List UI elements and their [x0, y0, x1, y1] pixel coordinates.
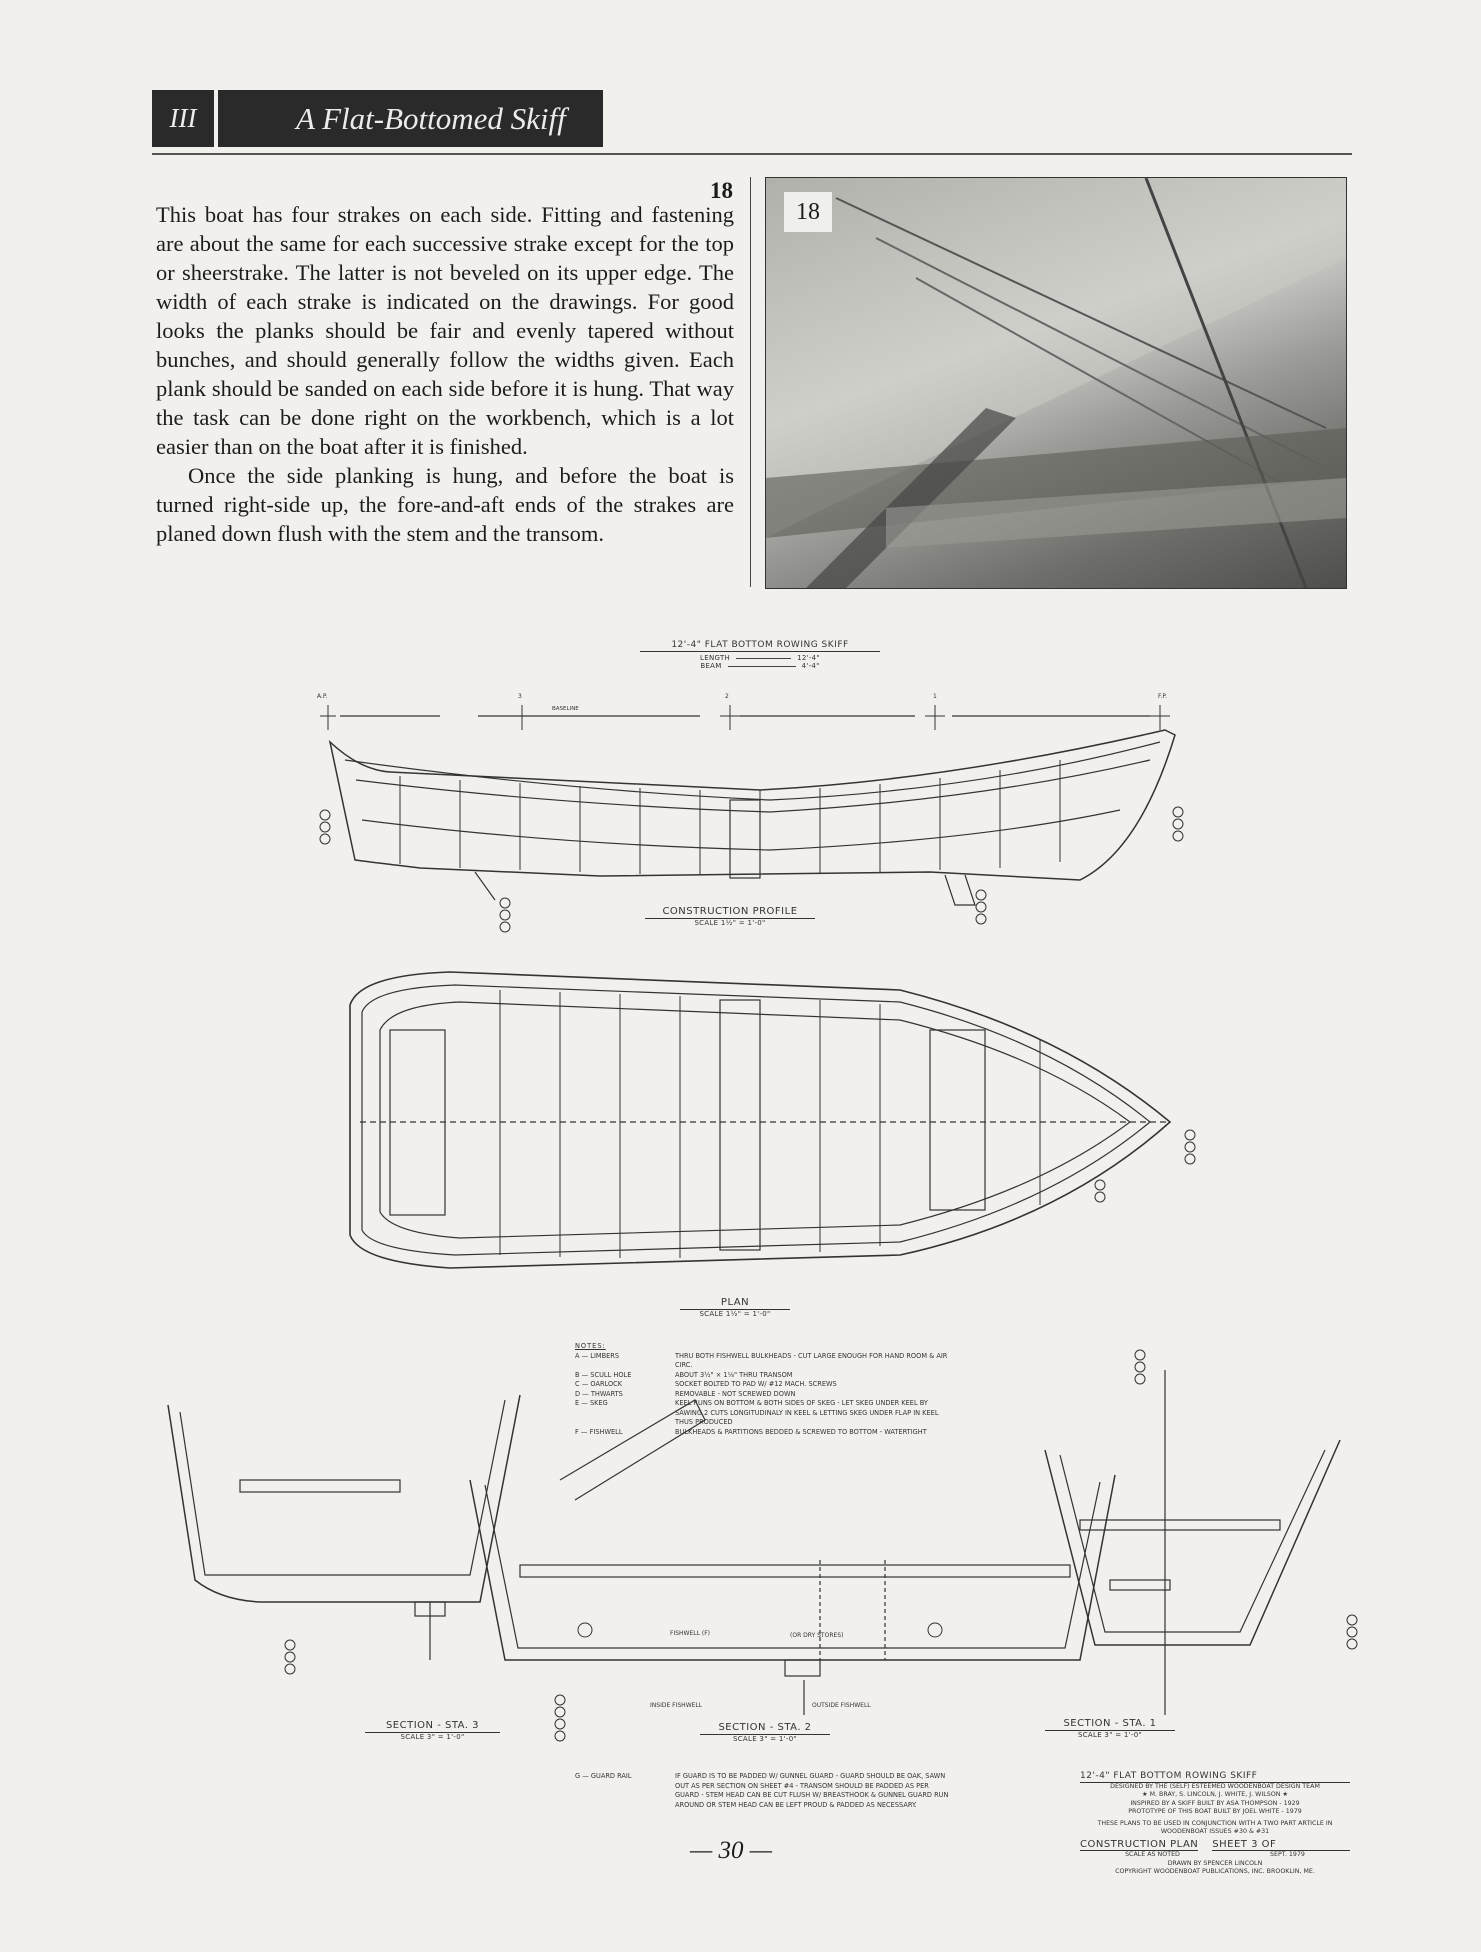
photo-illustration — [766, 178, 1346, 588]
station-1: 1 — [933, 693, 937, 700]
paragraph: Once the side planking is hung, and before the boat is turned right-side up, the fore-and-aft ends of the strakes are planed down flush with the stem and the transom. — [156, 463, 734, 546]
section-sta2-title: SECTION - STA. 2 — [700, 1722, 830, 1735]
station-2: 2 — [725, 693, 729, 700]
drawing-date: SEPT. 1979 — [1270, 1851, 1305, 1858]
note-item: E — SKEG KEEL RUNS ON BOTTOM & BOTH SIDES OF SKEG - LET SKEG UNDER KEEL BY SAWING 2 CUTS LONGITUDINALY IN KEEL & LETTING SKEG UNDER FLAP IN KEEL THUS PRODUCED — [575, 1399, 939, 1426]
note-item: B — SCULL HOLE ABOUT 3½" × 1⅛" THRU TRANSOM — [575, 1370, 793, 1379]
dry-stores-label: (OR DRY STORES) — [790, 1632, 844, 1639]
drawing-title: 12'-4" FLAT BOTTOM ROWING SKIFF — [640, 640, 880, 652]
section-sta3-scale: SCALE 3" = 1'-0" — [400, 1733, 465, 1741]
photo-badge: 18 — [784, 192, 832, 232]
section-sta1-scale: SCALE 3" = 1'-0" — [1077, 1731, 1143, 1739]
station-ap: A.P. — [317, 693, 328, 700]
photo-planking — [765, 177, 1347, 589]
column-divider — [750, 177, 751, 587]
fishwell-label: FISHWELL (F) — [670, 1630, 710, 1637]
note-guard-rail: G — GUARD RAIL IF GUARD IS TO BE PADDED W/ GUNNEL GUARD - GUARD SHOULD BE OAK, SAWN OUT AS PER SECTION ON SHEET #4 - TRANSOM SHOULD BE PADDED AS PER GUARD - STEM HEAD CAN BE CUT FLUSH W/ BREASTHOOK & GUNNEL GUARD RUN AROUND OR STEM HEAD CAN BE LEFT PROUD & PADDED AS NECESSARY. — [575, 1772, 949, 1809]
baseline-label: BASELINE — [552, 706, 579, 712]
section-sta2-scale: SCALE 3" = 1'-0" — [732, 1735, 798, 1743]
note-item: A — LIMBERS THRU BOTH FISHWELL BULKHEADS - CUT LARGE ENOUGH FOR HAND ROOM & AIR CIRC. — [575, 1351, 948, 1369]
notes-title: NOTES: — [575, 1342, 606, 1350]
title-block — [1080, 1772, 1350, 1877]
body-text — [156, 200, 734, 548]
drawn-by: DRAWN BY SPENCER LINCOLN — [1167, 1859, 1263, 1867]
chapter-title: A Flat-Bottomed Skiff — [218, 90, 603, 147]
drawing-header — [640, 640, 880, 670]
section-sta1-title: SECTION - STA. 1 — [1045, 1718, 1175, 1731]
chapter-number: III — [152, 90, 214, 147]
page-number: — 30 — — [690, 1837, 772, 1864]
section-sta3-title: SECTION - STA. 3 — [365, 1720, 500, 1733]
copyright: COPYRIGHT WOODENBOAT PUBLICATIONS, INC. BROOKLIN, ME. — [1115, 1868, 1315, 1875]
title-block-line: PROTOTYPE OF THIS BOAT BUILT BY JOEL WHITE - 1979 — [1128, 1808, 1302, 1815]
plan-scale: SCALE 1½" = 1'-0" — [699, 1310, 771, 1318]
section-sta2-caption — [700, 1722, 830, 1743]
section-sta1-caption — [1045, 1718, 1175, 1739]
paragraph: This boat has four strakes on each side. Fitting and fastening are about the same for each successive strake except for the top or sheerstrake. The latter is not beveled on its upper edge. The width of each strake is indicated on the drawings. For good looks the planks should be fair and evenly tapered without bunches, and should generally follow the widths given. Each plank should be sanded on each side before it is hung. That way the task can be done right on the workbench, which is a lot easier than on the boat after it is finished. — [156, 202, 734, 459]
notes-block — [575, 1342, 955, 1437]
station-3: 3 — [518, 693, 522, 700]
title-block-line: INSPIRED BY A SKIFF BUILT BY ASA THOMPSON - 1929 — [1130, 1799, 1300, 1807]
beam-label: BEAM — [700, 662, 722, 670]
outside-fishwell-label: OUTSIDE FISHWELL — [812, 1702, 871, 1709]
figure-reference: 18 — [710, 178, 733, 203]
title-block-line: DESIGNED BY THE (SELF) ESTEEMED WOODENBOAT DESIGN TEAM — [1110, 1782, 1320, 1790]
title-block-line: THESE PLANS TO BE USED IN CONJUNCTION WITH A TWO PART ARTICLE IN WOODENBOAT ISSUES #30 & #31 — [1097, 1819, 1333, 1835]
plan-caption — [680, 1297, 790, 1318]
profile-title: CONSTRUCTION PROFILE — [645, 906, 815, 919]
plan-title: PLAN — [680, 1297, 790, 1310]
construction-plan-label: CONSTRUCTION PLAN — [1080, 1838, 1199, 1850]
inside-fishwell-label: INSIDE FISHWELL — [650, 1702, 703, 1709]
note-item: F — FISHWELL BULKHEADS & PARTITIONS BEDDED & SCREWED TO BOTTOM - WATERTIGHT — [575, 1427, 927, 1436]
title-block-line: ★ M. BRAY, S. LINCOLN, J. WHITE, J. WILSON ★ — [1141, 1791, 1289, 1798]
note-item: C — OARLOCK SOCKET BOLTED TO PAD W/ #12 MACH. SCREWS — [575, 1380, 837, 1388]
length-value: 12'-4" — [797, 654, 820, 662]
title-block-title: 12'-4" FLAT BOTTOM ROWING SKIFF — [1080, 1772, 1350, 1783]
header-rule — [152, 153, 1352, 155]
section-sta3-caption — [365, 1720, 500, 1741]
note-item: D — THWARTS REMOVABLE - NOT SCREWED DOWN — [575, 1389, 796, 1398]
profile-scale: SCALE 1½" = 1'-0" — [694, 919, 766, 927]
scale-note: SCALE AS NOTED — [1125, 1851, 1180, 1858]
sheet-label: SHEET 3 OF — [1212, 1841, 1350, 1852]
station-fp: F.P. — [1158, 693, 1167, 700]
profile-caption — [645, 906, 815, 927]
length-label: LENGTH — [700, 654, 731, 662]
beam-value: 4'-4" — [801, 662, 820, 670]
